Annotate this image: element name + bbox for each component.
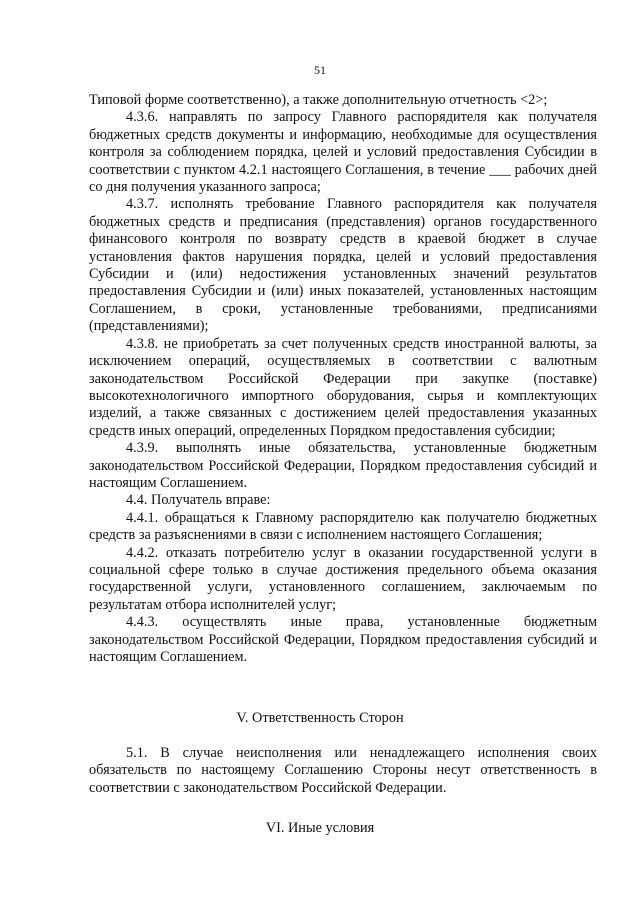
clause-4-4-2: 4.4.2. отказать потребителю услуг в оказании государственной услуги в социальной сфере только в случае достижения предельного объема оказания государственной услуги, установленного соглашением, заключаемым по результатам отбора исполнителей услуг;	[89, 544, 597, 613]
section-5-body	[89, 745, 597, 797]
clause-paragraph: Типовой форме соответственно), а также дополнительную отчетность <2>;	[89, 92, 548, 108]
clause-4-4: 4.4. Получатель вправе:	[126, 492, 271, 509]
clause-4-3-8: 4.3.8. не приобретать за счет полученных средств иностранной валюты, за исключением операций, осуществляемых в соответствии с валютным законодательством Российской Федерации при закупке (поставке) высокотехнологичного импортного оборудования, сырья и комплектующих изделий, а также связанных с достижением целей предоставления указанных средств иных операций, определенных Порядком предоставления субсидии;	[89, 335, 597, 439]
clause-4-3-9: 4.3.9. выполнять иные обязательства, установленные бюджетным законодательством Российской Федерации, Порядком предоставления субсидий и настоящим Соглашением.	[89, 440, 597, 491]
clause-4-4-3: 4.4.3. осуществлять иные права, установленные бюджетным законодательством Российской Федерации, Порядком предоставления субсидий и настоящим Соглашением.	[89, 614, 597, 665]
clause-5-1: 5.1. В случае неисполнения или ненадлежащего исполнения своих обязательств по настоящему Соглашению Стороны несут ответственность в соответствии с законодательством Российской Федерации.	[89, 745, 597, 796]
section-6-heading: VI. Иные условия	[265, 820, 375, 836]
clause-4-3-7: 4.3.7. исполнять требование Главного распорядителя как получателя бюджетных средств и предписания (представления) органов государственного финансового контроля по возврату средств в краевой бюджет в случае установления фактов нарушения порядка, целей и условий предоставления Субсидии и (или) недостижения установленных значений результатов предоставления Субсидии и (или) иных показателей, установленных настоящим Соглашением, в сроки, установленные требованиями, предписаниями (представлениями);	[89, 196, 597, 335]
clause-4-4-1: 4.4.1. обращаться к Главному распорядителю как получателю бюджетных средств за разъяснениями в связи с исполнением настоящего Соглашения;	[89, 509, 597, 544]
clause-list	[89, 92, 597, 666]
clause-4-3-6: 4.3.6. направлять по запросу Главного распорядителя как получателя бюджетных средств документы и информацию, необходимые для осуществления контроля за соблюдением порядка, целей и условий предоставления Субсидии в соответствии с пунктом 4.2.1 настоящего Соглашения, в течение ___ рабочих дней со дня получения указанного запроса;	[89, 109, 597, 196]
page-number: 51	[314, 63, 326, 77]
section-5-heading: V. Ответственность Сторон	[236, 710, 404, 726]
